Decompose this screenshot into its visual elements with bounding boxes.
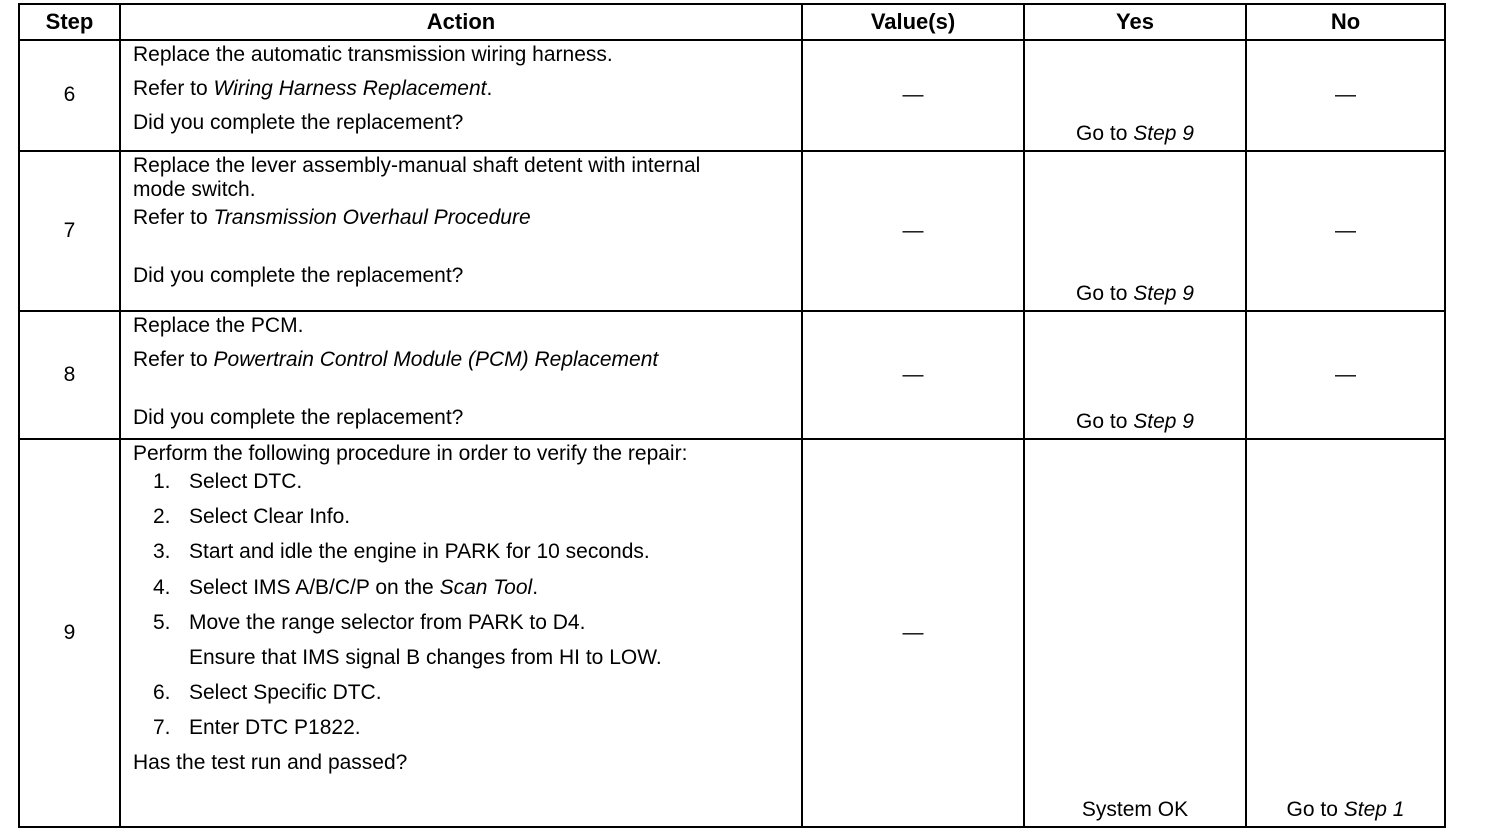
action-cell — [120, 151, 802, 311]
table-row-step-8 — [19, 311, 1445, 439]
header-step: Step — [19, 4, 120, 40]
go-to-step-link[interactable]: Step 9 — [1133, 121, 1194, 145]
list-item: 4. Select IMS A/B/C/P on the Scan Tool. — [153, 575, 539, 599]
list-item: 1. Select DTC. — [153, 470, 303, 494]
action-cell — [120, 311, 802, 439]
value-cell: — — [802, 151, 1024, 311]
step-number: 9 — [19, 439, 120, 827]
yes-cell: Go to Step 9 — [1024, 311, 1246, 439]
list-item: 5. Move the range selector from PARK to D4. Ensure that IMS signal B changes from HI to LOW. — [153, 611, 793, 670]
action-reference: Refer to Wiring Harness Replacement. — [133, 77, 493, 101]
list-item: 6. Select Specific DTC. — [153, 680, 382, 704]
action-question: Did you complete the replacement? — [133, 264, 464, 288]
procedure-list — [133, 470, 793, 740]
action-cell — [120, 439, 802, 827]
diagnostic-table — [18, 3, 1446, 828]
list-item: 2. Select Clear Info. — [153, 505, 351, 529]
step-number: 6 — [19, 40, 120, 151]
reference-link[interactable]: Transmission Overhaul Procedure — [213, 206, 531, 230]
list-item-subline: Ensure that IMS signal B changes from HI to LOW. — [189, 645, 662, 669]
yes-cell: Go to Step 9 — [1024, 40, 1246, 151]
no-cell: — — [1246, 151, 1445, 311]
action-intro: Perform the following procedure in order to verify the repair: — [133, 442, 688, 465]
action-question: Did you complete the replacement? — [133, 111, 464, 135]
value-cell: — — [802, 439, 1024, 827]
step-number: 7 — [19, 151, 120, 311]
no-cell: — — [1246, 311, 1445, 439]
action-question: Did you complete the replacement? — [133, 406, 464, 430]
table-row-step-7 — [19, 151, 1445, 311]
yes-cell: Go to Step 9 — [1024, 151, 1246, 311]
yes-cell: System OK — [1024, 439, 1246, 827]
action-instruction: Replace the lever assembly-manual shaft detent with internal mode switch. — [133, 154, 701, 202]
action-question: Has the test run and passed? — [133, 751, 408, 775]
action-instruction: Replace the PCM. — [133, 314, 304, 337]
reference-link[interactable]: Powertrain Control Module (PCM) Replacement — [213, 348, 659, 372]
header-yes: Yes — [1024, 4, 1246, 40]
go-to-step-link[interactable]: Step 1 — [1343, 797, 1405, 821]
table-row-step-6 — [19, 40, 1445, 151]
go-to-step-link[interactable]: Step 9 — [1133, 281, 1194, 305]
action-reference: Refer to Transmission Overhaul Procedure — [133, 206, 531, 230]
action-reference: Refer to Powertrain Control Module (PCM) Replacement — [133, 348, 659, 372]
action-instruction: Replace the automatic transmission wiring harness. — [133, 43, 613, 66]
list-item: 7. Enter DTC P1822. — [153, 716, 361, 740]
action-cell — [120, 40, 802, 151]
reference-link[interactable]: Wiring Harness Replacement — [213, 77, 487, 101]
value-cell: — — [802, 40, 1024, 151]
table-row-step-9 — [19, 439, 1445, 827]
go-to-step-link[interactable]: Step 9 — [1133, 409, 1194, 433]
no-cell: Go to Step 1 — [1246, 439, 1445, 827]
no-cell: — — [1246, 40, 1445, 151]
header-no: No — [1246, 4, 1445, 40]
header-action: Action — [120, 4, 802, 40]
list-item: 3. Start and idle the engine in PARK for 10 seconds. — [153, 540, 650, 564]
header-values: Value(s) — [802, 4, 1024, 40]
step-number: 8 — [19, 311, 120, 439]
value-cell: — — [802, 311, 1024, 439]
header-row — [19, 4, 1445, 40]
